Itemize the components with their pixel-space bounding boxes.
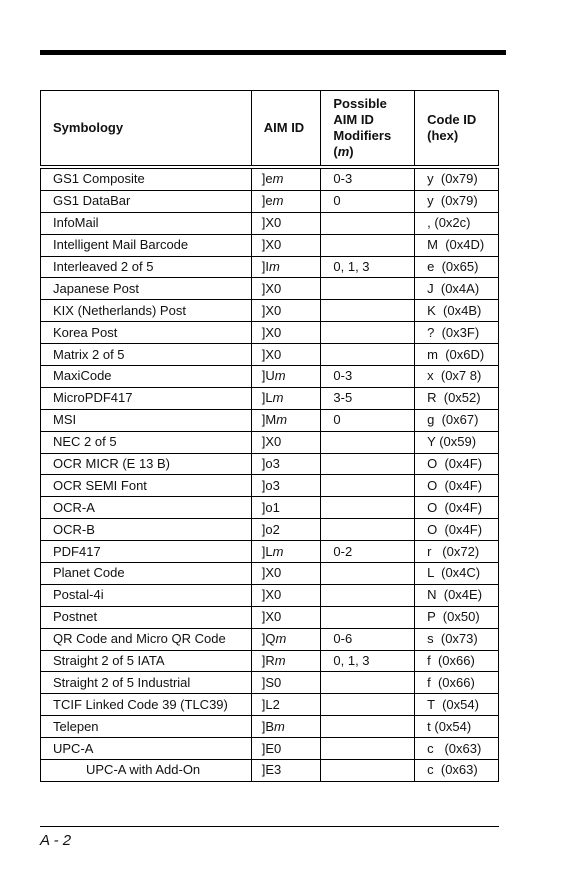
table-row <box>41 716 499 738</box>
aim-id-cell <box>251 300 321 322</box>
aim-id-prefix: ]o1 <box>261 499 280 515</box>
aim-id-cell <box>251 541 321 563</box>
symbology-cell: GS1 DataBar <box>41 190 252 212</box>
symbology-cell: MaxiCode <box>41 366 252 388</box>
aim-id-modifier-var: m <box>272 543 284 559</box>
code-id-cell: R (0x52) <box>415 387 499 409</box>
modifiers-cell: 3-5 <box>321 387 415 409</box>
code-id-cell: s (0x73) <box>415 628 499 650</box>
aim-id-cell <box>251 366 321 388</box>
table-row <box>41 431 499 453</box>
symbology-cell: Telepen <box>41 716 252 738</box>
header-modifiers <box>321 91 415 168</box>
table-row <box>41 300 499 322</box>
aim-id-cell <box>251 760 321 782</box>
table-row <box>41 760 499 782</box>
footer-rule <box>40 826 499 827</box>
aim-id-prefix: ]L <box>261 543 273 559</box>
code-id-cell: x (0x7 8) <box>415 366 499 388</box>
code-id-cell: K (0x4B) <box>415 300 499 322</box>
code-id-cell: L (0x4C) <box>415 563 499 585</box>
symbology-cell: OCR SEMI Font <box>41 475 252 497</box>
symbology-cell: OCR MICR (E 13 B) <box>41 453 252 475</box>
aim-id-table <box>40 90 499 782</box>
aim-id-prefix: ]S0 <box>261 674 282 690</box>
symbology-cell: InfoMail <box>41 212 252 234</box>
aim-id-prefix: ]R <box>261 653 275 669</box>
table-row <box>41 563 499 585</box>
aim-id-prefix: ]X0 <box>261 587 282 603</box>
table-body <box>41 167 499 781</box>
table-row <box>41 628 499 650</box>
aim-id-cell <box>251 409 321 431</box>
symbology-cell: UPC-A <box>41 738 252 760</box>
code-id-cell: , (0x2c) <box>415 212 499 234</box>
code-id-cell: O (0x4F) <box>415 475 499 497</box>
table-row <box>41 541 499 563</box>
aim-id-modifier-var: m <box>268 259 280 274</box>
modifiers-cell <box>321 300 415 322</box>
aim-id-prefix: ]o3 <box>261 477 280 493</box>
aim-id-prefix: ]e <box>261 193 273 209</box>
symbology-cell: QR Code and Micro QR Code <box>41 628 252 650</box>
symbology-cell: MicroPDF417 <box>41 387 252 409</box>
table-header-row <box>41 91 499 168</box>
aim-id-cell <box>251 190 321 212</box>
top-rule <box>40 50 506 55</box>
aim-id-modifier-var: m <box>274 718 285 734</box>
aim-id-cell <box>251 672 321 694</box>
aim-id-modifier-var: m <box>274 368 286 384</box>
aim-id-prefix: ]M <box>261 412 277 428</box>
symbology-cell: Planet Code <box>41 563 252 585</box>
symbology-cell: UPC-A with Add-On <box>41 760 252 782</box>
table-row <box>41 409 499 431</box>
modifiers-cell <box>321 563 415 585</box>
table-row <box>41 234 499 256</box>
table-row <box>41 475 499 497</box>
code-id-cell: c (0x63) <box>415 738 499 760</box>
aim-id-cell <box>251 167 321 190</box>
header-code-id <box>415 91 499 168</box>
modifiers-cell <box>321 234 415 256</box>
code-id-cell: Y (0x59) <box>415 431 499 453</box>
code-id-cell: O (0x4F) <box>415 519 499 541</box>
aim-id-cell <box>251 606 321 628</box>
table-row <box>41 650 499 672</box>
aim-id-cell <box>251 694 321 716</box>
modifiers-cell <box>321 716 415 738</box>
modifiers-cell: 0 <box>321 190 415 212</box>
modifiers-cell: 0-3 <box>321 366 415 388</box>
aim-id-prefix: ]X0 <box>261 565 282 581</box>
modifiers-cell <box>321 431 415 453</box>
symbology-cell: TCIF Linked Code 39 (TLC39) <box>41 694 252 716</box>
modifiers-cell: 0-3 <box>321 167 415 190</box>
symbology-cell: Straight 2 of 5 Industrial <box>41 672 252 694</box>
header-code-id-line1: Code ID <box>427 112 477 127</box>
code-id-cell: r (0x72) <box>415 541 499 563</box>
code-id-cell: O (0x4F) <box>415 453 499 475</box>
aim-id-prefix: ]X0 <box>261 346 282 362</box>
code-id-cell: m (0x6D) <box>415 344 499 366</box>
code-id-cell: ? (0x3F) <box>415 322 499 344</box>
aim-id-prefix: ]e <box>261 171 273 187</box>
aim-id-cell <box>251 344 321 366</box>
modifiers-cell <box>321 672 415 694</box>
code-id-cell: e (0x65) <box>415 256 499 278</box>
aim-id-cell <box>251 322 321 344</box>
code-id-cell: f (0x66) <box>415 672 499 694</box>
aim-id-modifier-var: m <box>272 171 284 187</box>
table-row <box>41 694 499 716</box>
modifiers-cell <box>321 278 415 300</box>
modifiers-cell: 0-6 <box>321 628 415 650</box>
table-row <box>41 672 499 694</box>
table-row <box>41 278 499 300</box>
symbology-cell: GS1 Composite <box>41 167 252 190</box>
aim-id-cell <box>251 475 321 497</box>
table-row <box>41 738 499 760</box>
aim-id-modifier-var: m <box>276 412 288 428</box>
table-row <box>41 256 499 278</box>
modifiers-cell <box>321 584 415 606</box>
aim-id-modifier-var: m <box>272 390 284 406</box>
aim-id-cell <box>251 431 321 453</box>
aim-id-prefix: ]E3 <box>261 762 282 778</box>
header-modifiers-line2: AIM ID <box>333 112 374 127</box>
header-code-id-line2: (hex) <box>427 128 459 143</box>
modifiers-cell <box>321 344 415 366</box>
modifiers-cell <box>321 212 415 234</box>
header-symbology: Symbology <box>41 91 252 168</box>
symbology-cell: MSI <box>41 409 252 431</box>
aim-id-modifier-var: m <box>272 193 284 209</box>
aim-id-modifier-var: m <box>274 653 286 669</box>
aim-id-prefix: ]I <box>261 259 269 274</box>
aim-id-prefix: ]o3 <box>261 456 280 472</box>
table-row <box>41 190 499 212</box>
table-row <box>41 606 499 628</box>
symbology-cell: Japanese Post <box>41 278 252 300</box>
symbology-cell: Interleaved 2 of 5 <box>41 256 252 278</box>
aim-id-cell <box>251 716 321 738</box>
code-id-cell: t (0x54) <box>415 716 499 738</box>
code-id-cell: y (0x79) <box>415 167 499 190</box>
table-row <box>41 584 499 606</box>
symbology-cell: NEC 2 of 5 <box>41 431 252 453</box>
aim-id-prefix: ]L2 <box>261 696 280 712</box>
symbology-cell: OCR-B <box>41 519 252 541</box>
code-id-cell: M (0x4D) <box>415 234 499 256</box>
modifiers-cell: 0, 1, 3 <box>321 256 415 278</box>
page-number: A - 2 <box>40 832 72 849</box>
table-row <box>41 344 499 366</box>
table-row <box>41 453 499 475</box>
modifiers-cell <box>321 497 415 519</box>
table-row <box>41 387 499 409</box>
aim-id-prefix: ]U <box>261 368 275 384</box>
aim-id-prefix: ]X0 <box>261 609 282 625</box>
modifiers-cell: 0, 1, 3 <box>321 650 415 672</box>
modifiers-cell <box>321 322 415 344</box>
aim-id-prefix: ]E0 <box>261 740 282 756</box>
symbology-cell: OCR-A <box>41 497 252 519</box>
modifiers-cell: 0 <box>321 409 415 431</box>
symbology-cell: Intelligent Mail Barcode <box>41 234 252 256</box>
aim-id-cell <box>251 387 321 409</box>
aim-id-prefix: ]o2 <box>261 521 280 537</box>
aim-id-cell <box>251 738 321 760</box>
modifiers-cell: 0-2 <box>321 541 415 563</box>
code-id-cell: J (0x4A) <box>415 278 499 300</box>
symbology-cell: KIX (Netherlands) Post <box>41 300 252 322</box>
aim-id-cell <box>251 212 321 234</box>
table-row <box>41 212 499 234</box>
modifiers-cell <box>321 694 415 716</box>
aim-id-prefix: ]L <box>261 390 273 406</box>
aim-id-prefix: ]X0 <box>261 434 282 450</box>
aim-id-prefix: ]X0 <box>261 237 282 253</box>
table-row <box>41 519 499 541</box>
header-aim-id: AIM ID <box>251 91 321 168</box>
aim-id-cell <box>251 278 321 300</box>
code-id-cell: f (0x66) <box>415 650 499 672</box>
aim-id-prefix: ]B <box>261 718 275 734</box>
aim-id-prefix: ]Q <box>261 631 276 647</box>
modifiers-cell <box>321 606 415 628</box>
aim-id-prefix: ]X0 <box>261 302 282 318</box>
modifiers-cell <box>321 475 415 497</box>
aim-id-cell <box>251 256 321 278</box>
table-row <box>41 366 499 388</box>
code-id-cell: N (0x4E) <box>415 584 499 606</box>
code-id-cell: P (0x50) <box>415 606 499 628</box>
code-id-cell: g (0x67) <box>415 409 499 431</box>
aim-id-cell <box>251 234 321 256</box>
aim-id-cell <box>251 497 321 519</box>
header-modifiers-line4: (m) <box>333 144 354 159</box>
symbology-cell: Postal-4i <box>41 584 252 606</box>
symbology-cell: Straight 2 of 5 IATA <box>41 650 252 672</box>
header-modifiers-line1: Possible <box>333 96 387 111</box>
aim-id-cell <box>251 453 321 475</box>
modifiers-cell <box>321 519 415 541</box>
modifiers-cell <box>321 453 415 475</box>
aim-id-modifier-var: m <box>275 631 287 647</box>
aim-id-cell <box>251 563 321 585</box>
aim-id-cell <box>251 628 321 650</box>
aim-id-cell <box>251 584 321 606</box>
modifiers-cell <box>321 760 415 782</box>
table-row <box>41 167 499 190</box>
header-modifiers-line3: Modifiers <box>333 128 392 143</box>
aim-id-prefix: ]X0 <box>261 215 282 231</box>
table-row <box>41 497 499 519</box>
symbology-cell: Matrix 2 of 5 <box>41 344 252 366</box>
symbology-cell: Korea Post <box>41 322 252 344</box>
aim-id-prefix: ]X0 <box>261 324 282 340</box>
modifiers-cell <box>321 738 415 760</box>
table-row <box>41 322 499 344</box>
aim-id-cell <box>251 650 321 672</box>
code-id-cell: O (0x4F) <box>415 497 499 519</box>
code-id-cell: c (0x63) <box>415 760 499 782</box>
symbology-cell: PDF417 <box>41 541 252 563</box>
code-id-cell: y (0x79) <box>415 190 499 212</box>
code-id-cell: T (0x54) <box>415 694 499 716</box>
symbology-cell: Postnet <box>41 606 252 628</box>
aim-id-cell <box>251 519 321 541</box>
aim-id-prefix: ]X0 <box>261 280 282 296</box>
